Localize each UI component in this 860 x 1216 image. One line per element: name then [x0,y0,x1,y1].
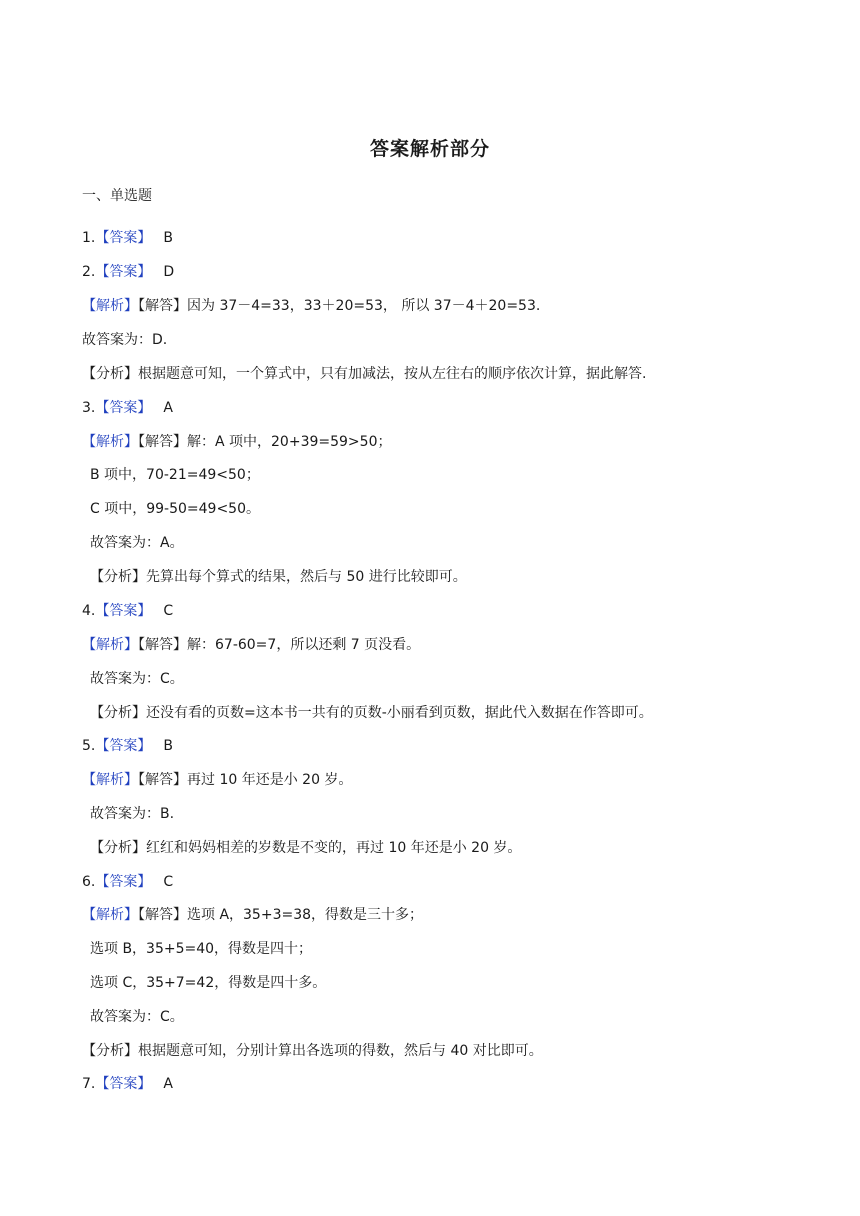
analysis-line: 【分析】还没有看的页数=这本书一共有的页数-小丽看到页数，据此代入数据在作答即可。 [90,705,653,721]
answer-tag: 【答案】 [95,603,152,619]
conclusion-line: 故答案为：C。 [90,1009,184,1025]
explanation-line [82,635,420,655]
answer-value: A [163,400,173,416]
explanation-text: 【解答】再过 10 年还是小 20 岁。 [138,772,353,788]
section-heading: 一、单选题 [82,188,152,204]
answer-tag: 【答案】 [95,874,152,890]
answer-value: C [163,603,174,619]
answer-line-5 [82,736,173,756]
analysis-line: 【分析】先算出每个算式的结果，然后与 50 进行比较即可。 [90,569,467,585]
answer-line-6 [82,872,173,892]
question-number: 4. [82,603,96,619]
answer-tag: 【答案】 [95,738,152,754]
explanation-line: C 项中，99-50=49<50。 [90,501,260,517]
explanation-line: 选项 C，35+7=42，得数是四十多。 [90,975,327,991]
answer-tag: 【答案】 [95,230,152,246]
explanation-line [82,432,391,452]
answer-value: D [163,264,175,280]
explanation-tag: 【解析】 [82,434,138,450]
question-number: 2. [82,264,96,280]
explanation-line [82,770,352,790]
answer-value: B [163,738,173,754]
analysis-line: 【分析】根据题意可知，分别计算出各选项的得数，然后与 40 对比即可。 [82,1043,543,1059]
explanation-text: 【解答】解：A 项中，20+39=59>50； [138,434,392,450]
explanation-text: 【解答】选项 A，35+3=38，得数是三十多； [138,907,424,923]
question-number: 5. [82,738,96,754]
explanation-line: 选项 B，35+5=40，得数是四十； [90,941,313,957]
question-number: 3. [82,400,96,416]
analysis-line: 【分析】红红和妈妈相差的岁数是不变的，再过 10 年还是小 20 岁。 [90,840,522,856]
conclusion-line: 故答案为：B. [90,806,175,822]
analysis-line: 【分析】根据题意可知，一个算式中，只有加减法，按从左往右的顺序依次计算，据此解答. [82,366,647,382]
conclusion-line: 故答案为：C。 [90,671,184,687]
answer-tag: 【答案】 [95,1076,152,1092]
explanation-line: B 项中，70-21=49<50； [90,467,260,483]
question-number: 6. [82,874,96,890]
answer-tag: 【答案】 [95,264,152,280]
answer-tag: 【答案】 [95,400,152,416]
answer-line-2 [82,262,174,282]
answer-value: B [163,230,173,246]
explanation-tag: 【解析】 [82,907,138,923]
explanation-tag: 【解析】 [82,298,138,314]
conclusion-line: 故答案为：D. [82,332,168,348]
explanation-tag: 【解析】 [82,772,138,788]
conclusion-line: 故答案为：A。 [90,535,184,551]
question-number: 7. [82,1076,96,1092]
explanation-text: 【解答】因为 37－4=33，33＋20=53， 所以 37－4＋20=53. [138,298,541,314]
page-title: 答案解析部分 [369,138,490,160]
explanation-line [82,296,540,316]
answer-line-4 [82,601,173,621]
answer-line-7 [82,1074,173,1094]
answer-line-3 [82,398,173,418]
question-number: 1. [82,230,96,246]
answer-value: C [163,874,174,890]
answer-line-1 [82,228,173,248]
explanation-text: 【解答】解：67-60=7，所以还剩 7 页没看。 [138,637,421,653]
answer-value: A [163,1076,173,1092]
explanation-tag: 【解析】 [82,637,138,653]
explanation-line [82,905,423,925]
